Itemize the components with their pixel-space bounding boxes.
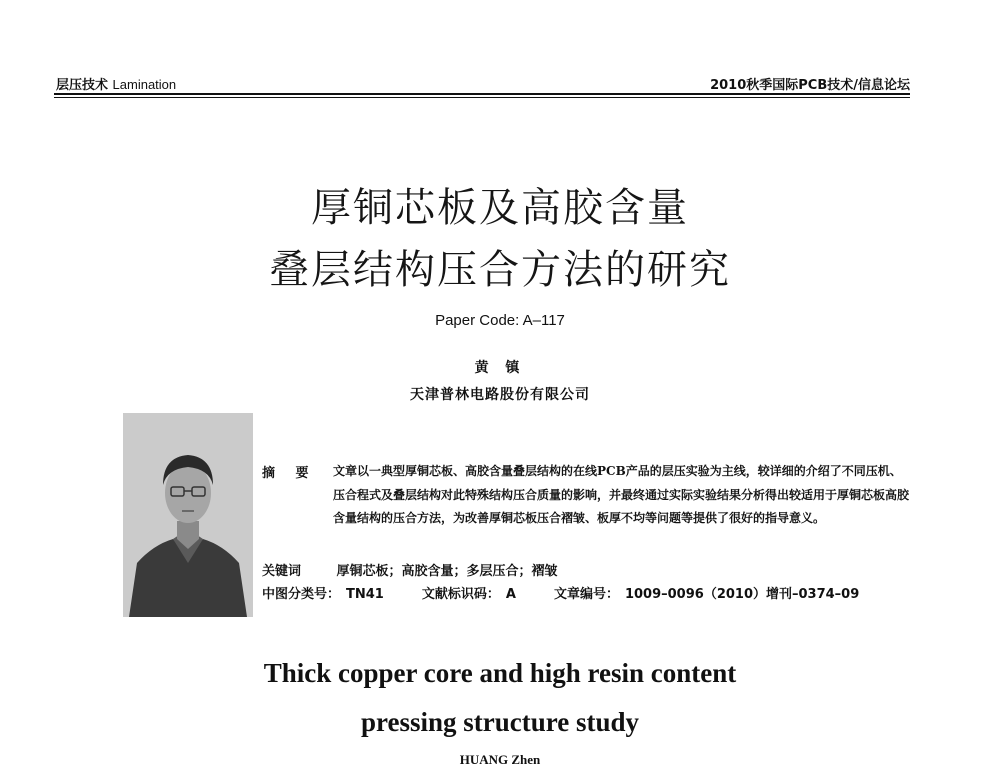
author-photo xyxy=(123,413,253,617)
header-rule-thick xyxy=(54,93,910,95)
author-portrait-image xyxy=(123,413,253,617)
header-rule-thin xyxy=(54,97,910,98)
abstract-text: 文章以一典型厚铜芯板、高胶含量叠层结构的在线PCB产品的层压实验为主线，较详细的介绍了不同压机、压合程式及叠层结构对此特殊结构压合质量的影响，并最终通过实际实验结果分析得出较适用于厚铜芯板高胶含量结构的压合方法，为改善厚铜芯板压合褶皱、板厚不均等问题等提供了很好的指导意义。 xyxy=(333,464,910,525)
author-name: 黄 镇 xyxy=(474,360,526,376)
doc-code-label: 文献标识码： xyxy=(421,587,500,602)
clc-label: 中图分类号： xyxy=(262,587,341,602)
classification-row xyxy=(262,583,865,602)
article-number-label: 文章编号： xyxy=(553,587,619,602)
clc-value: TN41 xyxy=(346,587,384,602)
running-header-conference: 2010秋季国际PCB技术/信息论坛 xyxy=(710,78,910,93)
abstract-label: 摘 要 xyxy=(262,466,317,481)
author-affiliation: 天津普林电路股份有限公司 xyxy=(410,387,590,403)
title-en-line1: Thick copper core and high resin content xyxy=(263,658,737,688)
title-cn-line2: 叠层结构压合方法的研究 xyxy=(269,247,731,293)
title-en-line2: pressing structure study xyxy=(360,707,640,737)
running-header-section xyxy=(56,74,176,93)
keywords-row xyxy=(262,560,558,579)
section-name-cn: 层压技术 xyxy=(56,78,109,93)
doc-code-value: A xyxy=(505,587,516,602)
keywords-label: 关键词 xyxy=(262,564,302,579)
paper-code: Paper Code: A–117 xyxy=(435,312,565,329)
author-name-en: HUANG Zhen xyxy=(459,752,541,767)
section-name-en: Lamination xyxy=(112,77,177,92)
keywords-text: 厚铜芯板；高胶含量；多层压合；褶皱 xyxy=(336,564,558,579)
article-number-value: 1009–0096（2010）增刊–0374–09 xyxy=(624,587,860,602)
title-cn-line1: 厚铜芯板及高胶含量 xyxy=(311,185,689,231)
